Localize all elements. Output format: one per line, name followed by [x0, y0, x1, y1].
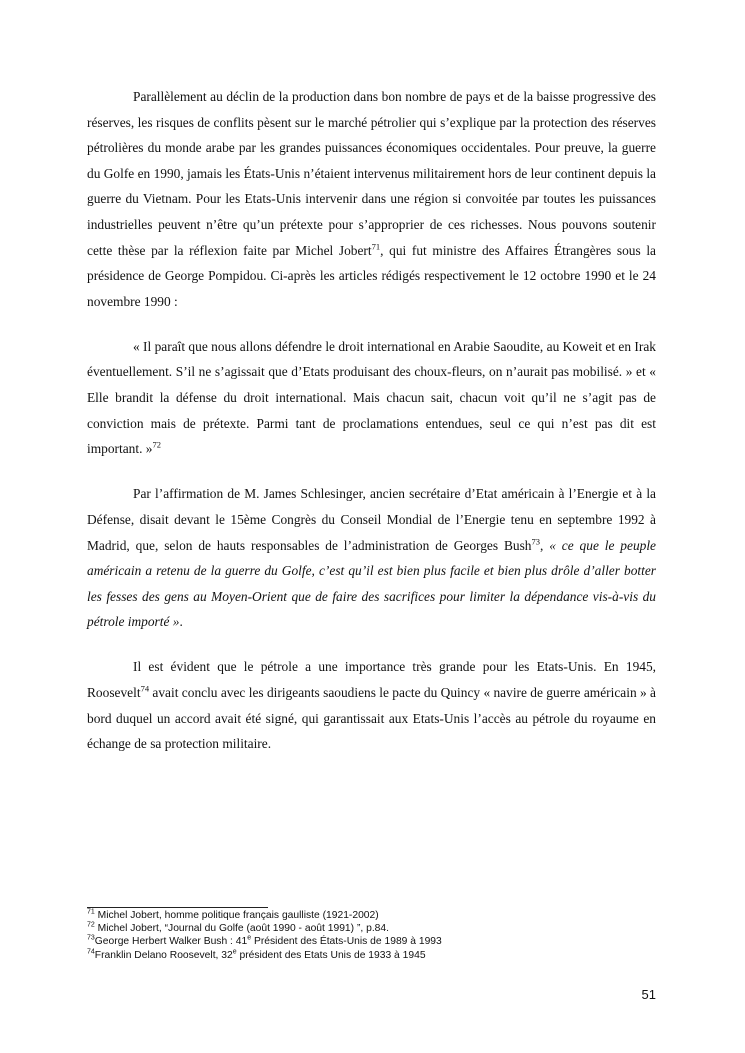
footnote-text: président des Etats Unis de 1933 à 1945 — [236, 949, 426, 961]
footnote-text: Président des États-Unis de 1989 à 1993 — [251, 936, 442, 948]
footnote-ref-72: 72 — [152, 439, 161, 450]
footnote-number: 72 — [87, 921, 95, 929]
page-body — [87, 84, 656, 776]
paragraph-text: Par l’affirmation de M. James Schlesinger, ancien secrétaire d’Etat américain à l’Energie et à la Défense, disait devant le 15ème Congrès du Conseil Mondial de l’Energie tenu en septembre 1992 à Madrid, que, selon de hauts responsables de l’administration de Georges Bush — [87, 486, 656, 553]
footnotes — [87, 909, 647, 962]
page-number: 51 — [641, 987, 656, 1002]
footnote-ref-74: 74 — [140, 683, 150, 694]
footnote-ref-71: 71 — [371, 241, 381, 252]
paragraph-text: Parallèlement au déclin de la production dans bon nombre de pays et de la baisse progressive des réserves, les risques de conflits pèsent sur le marché pétrolier qui s’explique par la protection des réserves pétrolières du monde arabe par les grandes puissances économiques occidentales. Pour preuve, la guerre du Golfe en 1990, jamais les États-Unis n’étaient intervenus militairement hors de leur continent depuis la guerre du Vietnam. Pour les Etats-Unis intervenir dans une région si convoitée par toutes les puissances industrielles peuvent n’être qu’un prétexte pour s’approprier de ces richesses. Nous pouvons soutenir cette thèse par la réflexion faite par Michel Jobert — [87, 89, 656, 258]
footnote-number: 73 — [87, 934, 95, 942]
footnote-text: Michel Jobert, homme politique français gaulliste (1921-2002) — [94, 910, 379, 921]
paragraph-4 — [87, 654, 656, 756]
paragraph-text: . — [179, 614, 183, 630]
footnote-number: 71 — [87, 908, 95, 916]
footnote-ref-73: 73 — [531, 536, 540, 547]
footnote-number: 74 — [87, 948, 95, 956]
footnote-text: George Herbert Walker Bush : 41 — [94, 936, 248, 948]
paragraph-text: « Il paraît que nous allons défendre le droit international en Arabie Saoudite, au Koweit et en Irak éventuellement. S’il ne s’agissait que d’Etats produisant des choux-fleurs, on n’aurait pas mobilisé. » et « Elle brandit la défense du droit international. Mais chacun sait, chacun voit qu’il ne s’agit pas de conviction mais de prétexte. Parmi tant de proclamations entendues, seul ce qui n’est pas dit est important. » — [87, 338, 656, 457]
ordinal-suffix: e — [232, 948, 237, 956]
paragraph-2 — [87, 334, 656, 462]
footnote-separator — [87, 907, 268, 908]
paragraph-text: , qui fut ministre des Affaires Étrangères sous la présidence de George Pompidou. Ci-après les articles rédigés respectivement le 12 octobre 1990 et le 24 novembre 1990 : — [87, 242, 657, 309]
footnote-text: Michel Jobert, “Journal du Golfe (août 1990 - août 1991) ”, p.84. — [94, 923, 389, 935]
footnote-72 — [87, 922, 647, 935]
footnote-73 — [87, 935, 647, 948]
schlesinger-quote: « ce que le peuple américain a retenu de la guerre du Golfe, c’est qu’il est bien plus facile et bien plus drôle d’aller botter les fesses des gens au Moyen-Orient que de faire des sacrifices pour limiter la dépendance vis-à-vis du pétrole importé » — [87, 537, 656, 630]
ordinal-suffix: e — [247, 934, 252, 942]
paragraph-text: Il est évident que le pétrole a une importance très grande pour les Etats-Unis. En 1945, Roosevelt — [87, 659, 656, 700]
footnote-text: Franklin Delano Roosevelt, 32 — [94, 949, 233, 961]
paragraph-text: avait conclu avec les dirigeants saoudiens le pacte du Quincy « navire de guerre américain » à bord duquel un accord avait été signé, qui garantissait aux Etats-Unis l’accès au pétrole du royaume en échange de sa protection militaire. — [87, 684, 656, 752]
footnote-71 — [87, 909, 647, 922]
paragraph-text: , — [540, 537, 550, 553]
paragraph-1 — [87, 84, 656, 314]
paragraph-3 — [87, 481, 656, 635]
footnote-74 — [87, 949, 647, 962]
